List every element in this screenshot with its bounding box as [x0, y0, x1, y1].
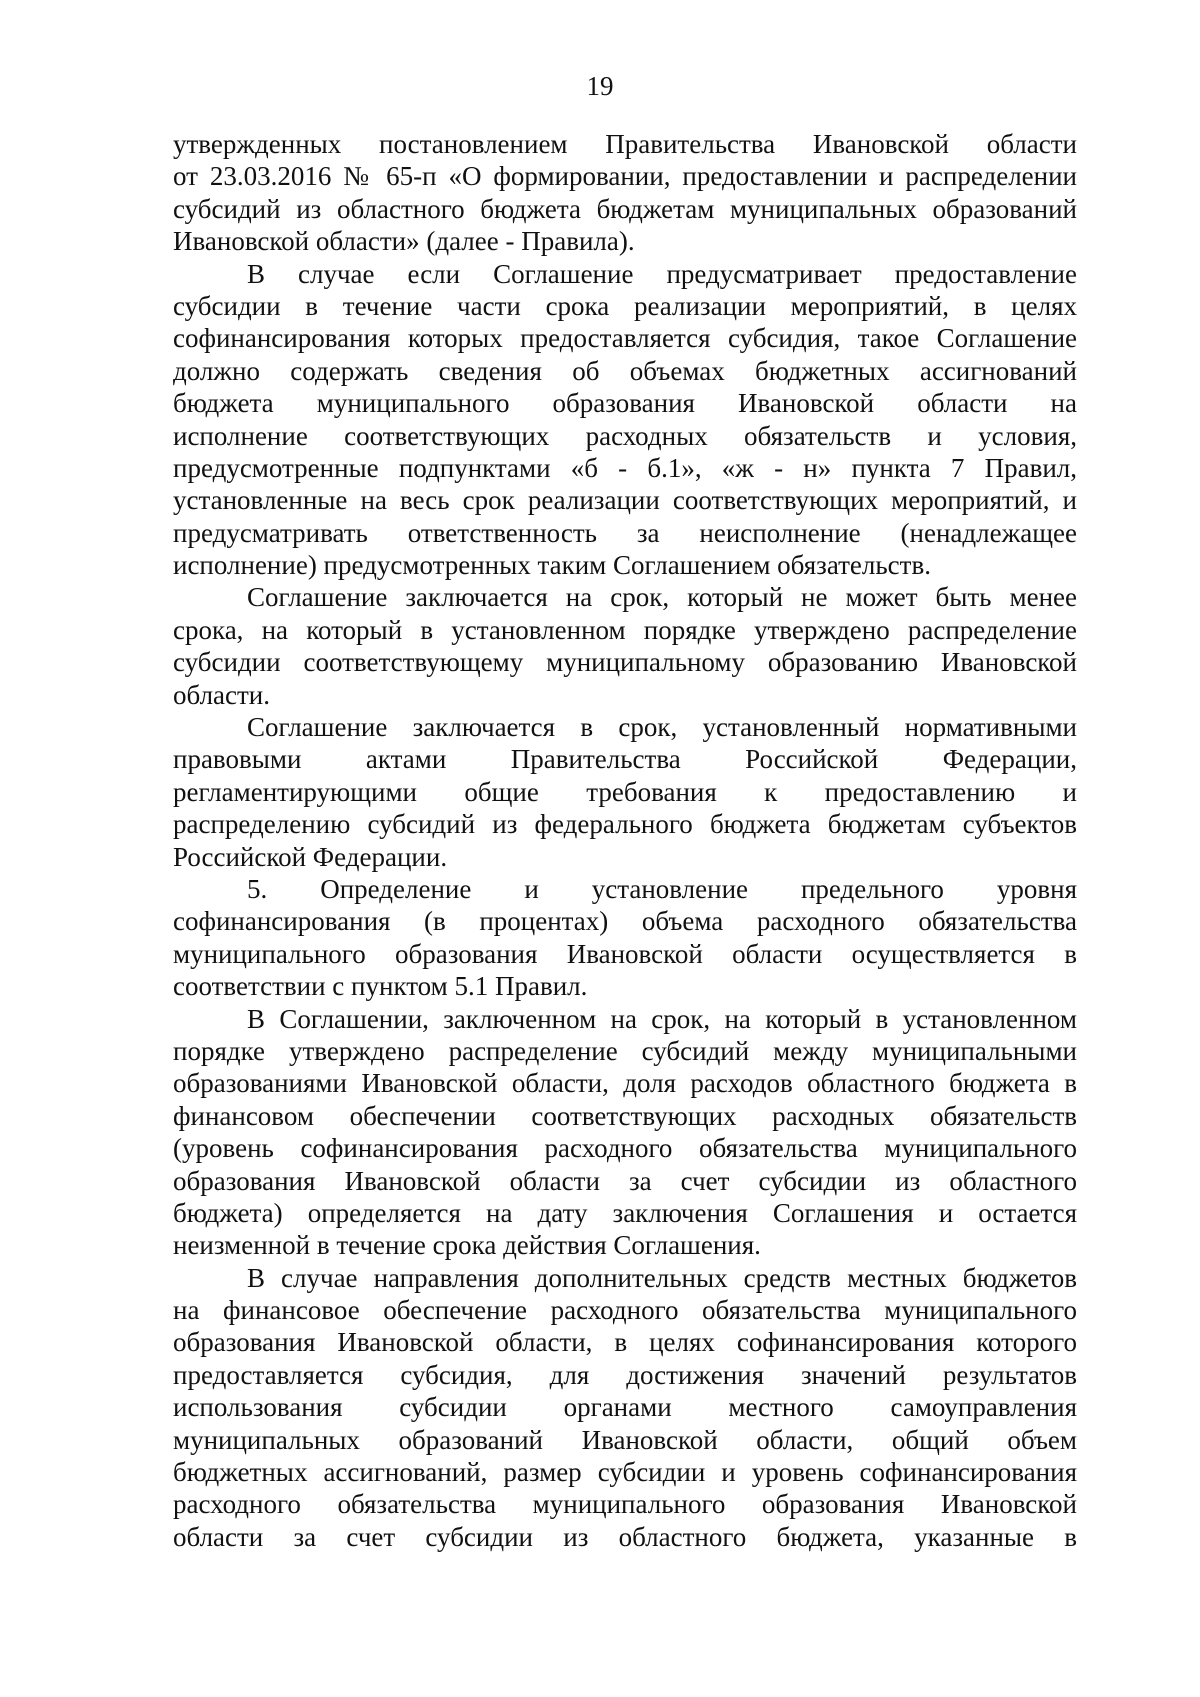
text-line: предоставляется субсидия, для достижения значений результатов — [173, 1359, 1077, 1390]
text-line: Российской Федерации. — [173, 841, 448, 872]
text-line: софинансирования (в процентах) объема расходного обязательства — [173, 906, 1077, 937]
text-line: софинансирования которых предоставляется субсидия, такое Соглашение — [173, 323, 1077, 354]
text-line: исполнение соответствующих расходных обязательств и условия, — [173, 420, 1077, 451]
text-line: от 23.03.2016 № 65-п «О формировании, предоставлении и распределении — [173, 161, 1077, 192]
paragraph — [173, 258, 1077, 582]
paragraph — [173, 1003, 1077, 1262]
text-line: образованиями Ивановской области, доля расходов областного бюджета в — [173, 1068, 1077, 1099]
document-body — [173, 128, 1077, 1553]
text-line: неизменной в течение срока действия Соглашения. — [173, 1230, 761, 1261]
text-line: предусматривать ответственность за неисполнение (ненадлежащее — [173, 517, 1077, 548]
text-line: В Соглашении, заключенном на срок, на который в установленном — [247, 1003, 1077, 1034]
text-line: на финансовое обеспечение расходного обязательства муниципального — [173, 1295, 1077, 1326]
text-line: Соглашение заключается на срок, который не может быть менее — [247, 582, 1077, 613]
text-line: бюджетных ассигнований, размер субсидии и уровень софинансирования — [173, 1457, 1077, 1488]
paragraph — [173, 1262, 1077, 1554]
text-line: Ивановской области» (далее - Правила). — [173, 226, 635, 257]
text-line: (уровень софинансирования расходного обязательства муниципального — [173, 1133, 1077, 1164]
text-line: соответствии с пунктом 5.1 Правил. — [173, 971, 588, 1002]
text-line: расходного обязательства муниципального образования Ивановской — [173, 1489, 1077, 1520]
text-line: порядке утверждено распределение субсидий между муниципальными — [173, 1035, 1077, 1066]
text-line: финансовом обеспечении соответствующих расходных обязательств — [173, 1100, 1077, 1131]
text-line: должно содержать сведения об объемах бюджетных ассигнований — [173, 355, 1077, 386]
text-line: использования субсидии органами местного самоуправления — [173, 1392, 1077, 1423]
text-line: 5. Определение и установление предельного уровня — [247, 873, 1077, 904]
text-line: субсидии в течение части срока реализации мероприятий, в целях — [173, 290, 1077, 321]
text-line: В случае если Соглашение предусматривает предоставление — [247, 258, 1077, 289]
text-line: правовыми актами Правительства Российской Федерации, — [173, 744, 1077, 775]
text-line: муниципального образования Ивановской области осуществляется в — [173, 938, 1077, 969]
page-number: 19 — [586, 71, 614, 101]
text-line: образования Ивановской области за счет субсидии из областного — [173, 1165, 1077, 1196]
text-line: области за счет субсидии из областного бюджета, указанные в — [173, 1521, 1077, 1552]
text-line: Соглашение заключается в срок, установленный нормативными — [247, 712, 1077, 743]
text-line: бюджета) определяется на дату заключения Соглашения и остается — [173, 1197, 1077, 1228]
paragraph — [173, 581, 1077, 711]
text-line: В случае направления дополнительных средств местных бюджетов — [247, 1262, 1077, 1293]
text-line: субсидии соответствующему муниципальному образованию Ивановской — [173, 647, 1077, 678]
text-line: бюджета муниципального образования Ивановской области на — [173, 388, 1077, 419]
text-line: утвержденных постановлением Правительства Ивановской области — [173, 129, 1077, 159]
text-line: области. — [173, 679, 271, 710]
text-line: муниципальных образований Ивановской области, общий объем — [173, 1424, 1077, 1455]
text-line: распределению субсидий из федерального бюджета бюджетам субъектов — [173, 809, 1077, 840]
text-line: установленные на весь срок реализации соответствующих мероприятий, и — [173, 485, 1077, 516]
text-line: срока, на который в установленном порядке утверждено распределение — [173, 614, 1077, 645]
text-line: регламентирующими общие требования к предоставлению и — [173, 776, 1077, 807]
paragraph — [173, 873, 1077, 1003]
text-line: образования Ивановской области, в целях софинансирования которого — [173, 1327, 1077, 1358]
paragraph — [173, 711, 1077, 873]
text-line: субсидий из областного бюджета бюджетам муниципальных образований — [173, 193, 1077, 224]
text-line: исполнение) предусмотренных таким Соглашением обязательств. — [173, 550, 931, 581]
paragraph — [173, 128, 1077, 258]
text-line: предусмотренные подпунктами «б - б.1», «ж - н» пункта 7 Правил, — [173, 452, 1077, 483]
